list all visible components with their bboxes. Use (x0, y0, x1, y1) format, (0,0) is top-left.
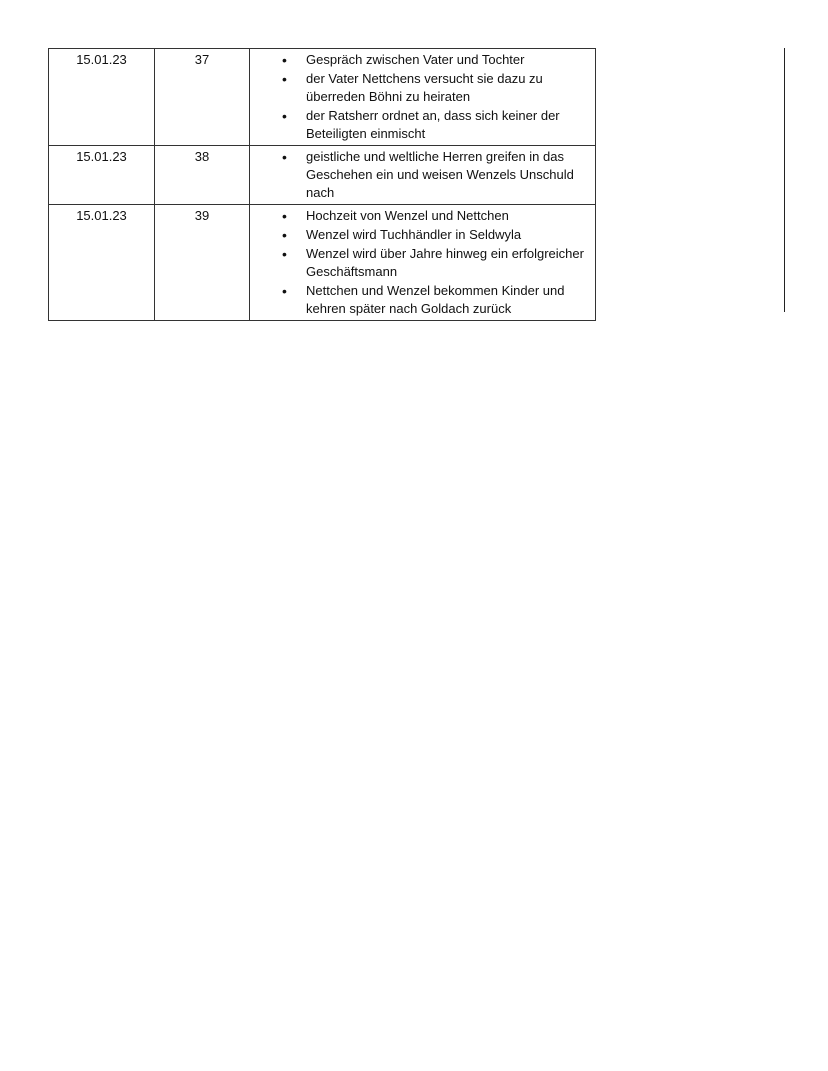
notes-cell (250, 49, 596, 146)
list-item: • der Ratsherr ordnet an, dass sich keiner der Beteiligten einmischt (306, 107, 589, 143)
list-item: • Wenzel wird Tuchhändler in Seldwyla (306, 226, 589, 244)
margin-rule (784, 48, 785, 312)
table-row (49, 49, 596, 146)
notes-cell (250, 146, 596, 205)
table-row (49, 205, 596, 321)
notes-cell (250, 205, 596, 321)
page-number-cell: 38 (155, 146, 250, 205)
list-item: • Hochzeit von Wenzel und Nettchen (306, 207, 589, 225)
date-cell: 15.01.23 (49, 146, 155, 205)
table-row (49, 146, 596, 205)
notes-list (256, 207, 589, 318)
list-item: • Wenzel wird über Jahre hinweg ein erfolgreicher Geschäftsmann (306, 245, 589, 281)
page-number-cell: 39 (155, 205, 250, 321)
list-item: • Gespräch zwischen Vater und Tochter (306, 51, 589, 69)
date-cell: 15.01.23 (49, 49, 155, 146)
reading-log-table (48, 48, 596, 321)
notes-list (256, 51, 589, 143)
list-item: • der Vater Nettchens versucht sie dazu zu überreden Böhni zu heiraten (306, 70, 589, 106)
list-item: • geistliche und weltliche Herren greifen in das Geschehen ein und weisen Wenzels Unschuld nach (306, 148, 589, 202)
page-number-cell: 37 (155, 49, 250, 146)
list-item: • Nettchen und Wenzel bekommen Kinder und kehren später nach Goldach zurück (306, 282, 589, 318)
date-cell: 15.01.23 (49, 205, 155, 321)
notes-list (256, 148, 589, 202)
